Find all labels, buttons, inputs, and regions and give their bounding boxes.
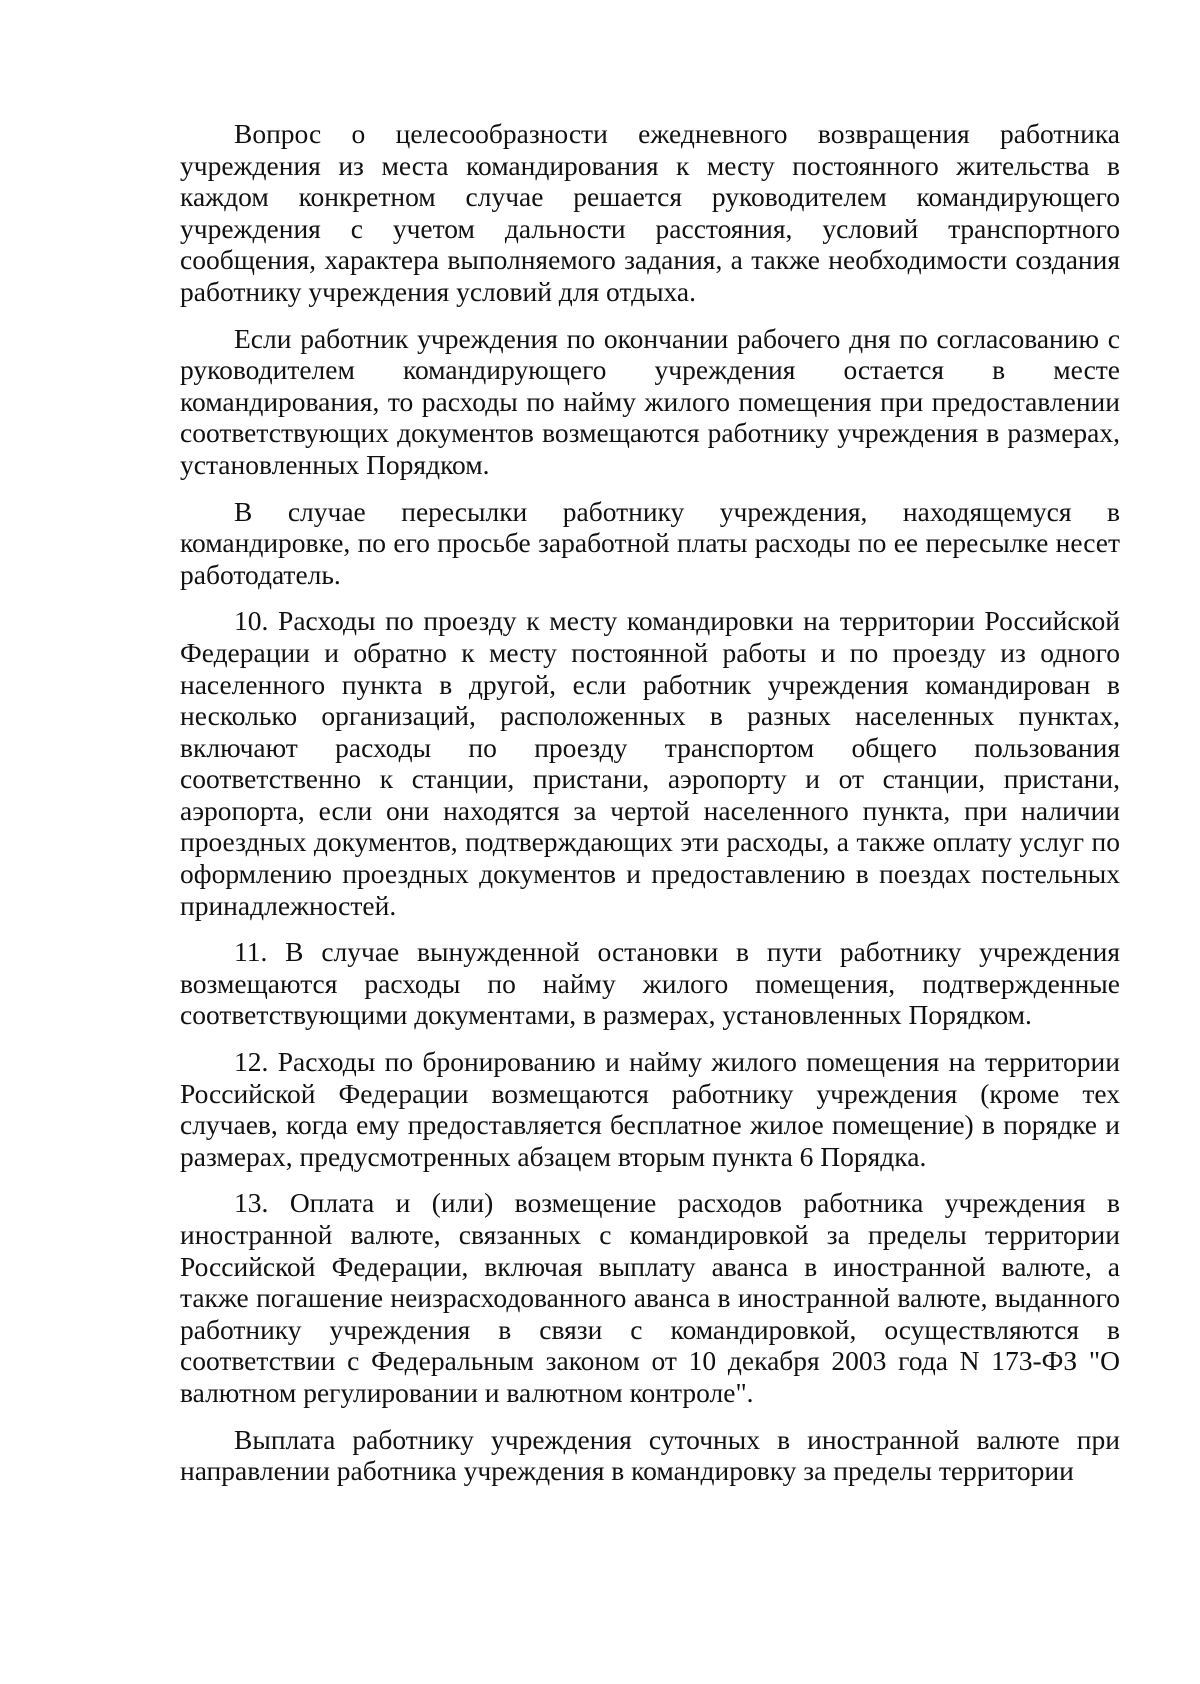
paragraph-salary-forwarding: В случае пересылки работнику учреждения, находящемуся в командировке, по его просьбе заработной платы расходы по ее пересылке несет работодатель. — [180, 495, 1120, 590]
paragraph-item-10: 10. Расходы по проезду к месту командировки на территории Российской Федерации и обратно к месту постоянной работы и по проезду из одного населенного пункта в другой, если работник учреждения командирован в несколько организаций, расположенных в разных населенных пунктах, включают расходы по проезду транспортом общего пользования соответственно к станции, пристани, аэропорту и от станции, пристани, аэропорта, если они находятся за чертой населенного пункта, при наличии проездных документов, подтверждающих эти расходы, а также оплату услуг по оформлению проездных документов и предоставлению в поездах постельных принадлежностей. — [180, 605, 1120, 921]
paragraph-item-11: 11. В случае вынужденной остановки в пути работнику учреждения возмещаются расходы по найму жилого помещения, подтвержденные соответствующими документами, в размерах, установленных Порядком. — [180, 936, 1120, 1031]
paragraph-stay-after-workday: Если работник учреждения по окончании рабочего дня по согласованию с руководителем командирующего учреждения остается в месте командирования, то расходы по найму жилого помещения при предоставлении соответствующих документов возмещаются работнику учреждения в размерах, установленных Порядком. — [180, 322, 1120, 480]
paragraph-foreign-per-diem: Выплата работнику учреждения суточных в иностранной валюте при направлении работника учреждения в командировку за пределы территории — [180, 1423, 1120, 1487]
paragraph-item-12: 12. Расходы по бронированию и найму жилого помещения на территории Российской Федерации возмещаются работнику учреждения (кроме тех случаев, когда ему предоставляется бесплатное жилое помещение) в порядке и размерах, предусмотренных абзацем вторым пункта 6 Порядка. — [180, 1046, 1120, 1172]
document-body — [180, 118, 1120, 1502]
paragraph-item-13: 13. Оплата и (или) возмещение расходов работника учреждения в иностранной валюте, связанных с командировкой за пределы территории Российской Федерации, включая выплату аванса в иностранной валюте, а также погашение неизрасходованного аванса в иностранной валюте, выданного работнику учреждения в связи с командировкой, осуществляются в соответствии с Федеральным законом от 10 декабря 2003 года N 173-ФЗ "О валютном регулировании и валютном контроле". — [180, 1187, 1120, 1408]
paragraph-return-daily: Вопрос о целесообразности ежедневного возвращения работника учреждения из места командирования к месту постоянного жительства в каждом конкретном случае решается руководителем командирующего учреждения с учетом дальности расстояния, условий транспортного сообщения, характера выполняемого задания, а также необходимости создания работнику учреждения условий для отдыха. — [180, 118, 1120, 307]
